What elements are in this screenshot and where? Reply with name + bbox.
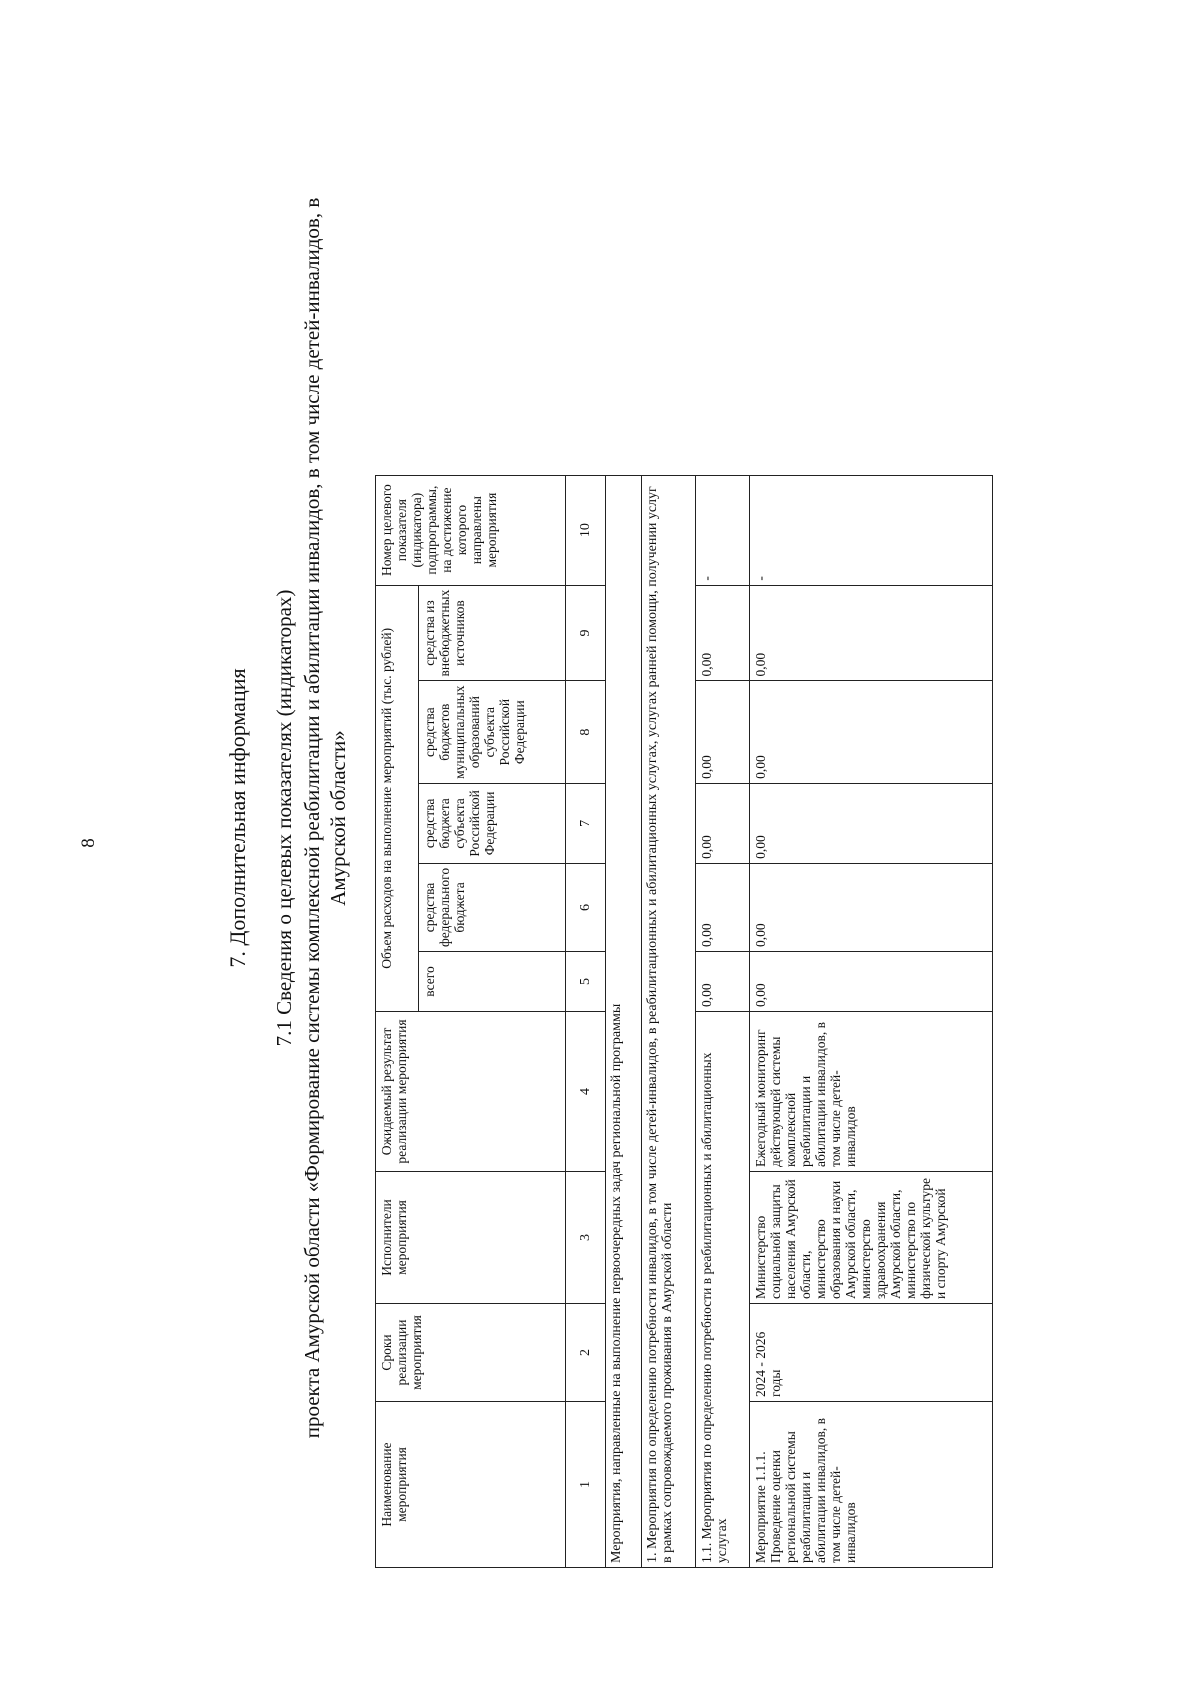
subsection-title-line2: проекта Амурской области «Формирование системы комплексной реабилитации и абилитации инвалидов, в том числе детей-инвалидов, в	[300, 197, 324, 1439]
row-1-1-1-regional: 0,00	[750, 783, 993, 863]
section-row	[606, 475, 642, 1567]
header-total: всего	[419, 952, 566, 1012]
column-number: 2	[566, 1304, 606, 1402]
table-row	[642, 475, 696, 1567]
column-number: 8	[566, 681, 606, 783]
column-number: 3	[566, 1172, 606, 1304]
header-executors: Исполнители мероприятия	[376, 1172, 566, 1304]
row-1-1-indicator: -	[696, 475, 750, 585]
row-1-1-1-result: Ежегодный мониторинг действующей системы комплексной реабилитации и абилитации инвалидов, в том числе детей-инвалидов	[750, 1012, 993, 1172]
table-row	[750, 475, 993, 1567]
section-row-text: Мероприятия, направленные на выполнение первоочередных задач региональной программы	[606, 475, 642, 1567]
row-1-1-1-federal: 0,00	[750, 863, 993, 951]
header-volume: Объем расходов на выполнение мероприятий (тыс. рублей)	[376, 585, 419, 1011]
header-regional: средства бюджета субъекта Российской Федерации	[419, 783, 566, 863]
row-1-1-federal: 0,00	[696, 863, 750, 951]
header-name: Наименование мероприятия	[376, 1402, 566, 1568]
row-1-text: 1. Мероприятия по определению потребности инвалидов, в том числе детей-инвалидов, в реабилитационных и абилитационных услугах, услугах ранней помощи, получении услуг в рамках сопровождаемого проживания в Амурской области	[642, 475, 696, 1567]
column-number: 7	[566, 783, 606, 863]
header-result: Ожидаемый результат реализации мероприятия	[376, 1012, 566, 1172]
page-number: 8	[78, 838, 99, 848]
subsection-title-line3: Амурской области»	[326, 730, 350, 906]
column-number-row	[566, 475, 606, 1567]
row-1-1-offbudget: 0,00	[696, 585, 750, 681]
column-number: 5	[566, 952, 606, 1012]
column-number: 4	[566, 1012, 606, 1172]
header-row	[376, 475, 419, 1567]
row-1-1-1-indicator: -	[750, 475, 993, 585]
header-federal: средства федерального бюджета	[419, 863, 566, 951]
header-indicator-number: Номер целевого показателя (индикатора) подпрограммы, на достижение которого направлены мероприятия	[376, 475, 566, 585]
section-title: 7. Дополнительная информация	[225, 668, 250, 968]
header-offbudget: средства из внебюджетных источников	[419, 585, 566, 681]
column-number: 1	[566, 1402, 606, 1568]
row-1-1-municipal: 0,00	[696, 681, 750, 783]
column-number: 6	[566, 863, 606, 951]
header-municipal: средства бюджетов муниципальных образований субъекта Российской Федерации	[419, 681, 566, 783]
indicators-table	[375, 475, 993, 1568]
row-1-1-1-offbudget: 0,00	[750, 585, 993, 681]
column-number: 10	[566, 475, 606, 585]
table-row	[696, 475, 750, 1567]
header-period: Сроки реализации мероприятия	[376, 1304, 566, 1402]
subsection-title: 7.1 Сведения о целевых показателях (индикаторах)	[272, 589, 296, 1047]
row-1-1-name: 1.1. Мероприятия по определению потребности в реабилитационных и абилитационных услугах	[696, 1012, 750, 1568]
column-number: 9	[566, 585, 606, 681]
row-1-1-1-name: Мероприятие 1.1.1. Проведение оценки региональной системы реабилитации и абилитации инвалидов, в том числе детей-инвалидов	[750, 1402, 993, 1568]
row-1-1-1-executors: Министерство социальной защиты населения Амурской области, министерство образования и науки Амурской области, министерство здравоохранения Амурской области, министерство по физической культуре и спорту Амурской	[750, 1172, 993, 1304]
row-1-1-1-municipal: 0,00	[750, 681, 993, 783]
row-1-1-1-total: 0,00	[750, 952, 993, 1012]
row-1-1-regional: 0,00	[696, 783, 750, 863]
row-1-1-total: 0,00	[696, 952, 750, 1012]
row-1-1-1-period: 2024 - 2026 годы	[750, 1304, 993, 1402]
